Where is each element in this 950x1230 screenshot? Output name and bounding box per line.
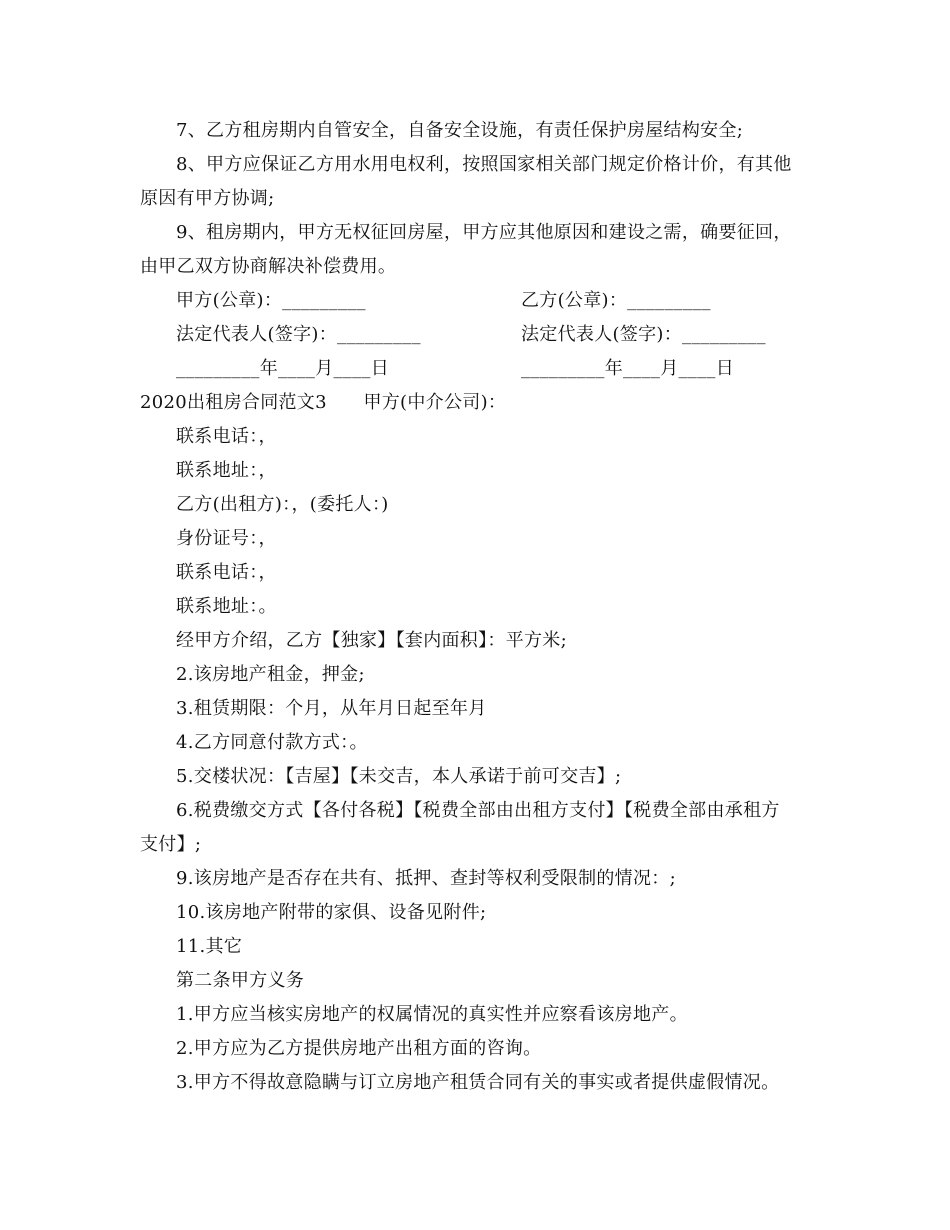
body-line: 联系地址：。	[176, 596, 277, 617]
body-line: 联系地址：，	[176, 460, 277, 481]
body-line: 2.甲方应为乙方提供房地产出租方面的咨询。	[176, 1038, 542, 1059]
body-line: 经甲方介绍，乙方【独家】【套内面积】：平方米;	[176, 630, 567, 651]
body-line: 第二条甲方义务	[176, 970, 305, 991]
body-line: 1.甲方应当核实房地产的权属情况的真实性并应察看该房地产。	[176, 1004, 688, 1025]
clause-9: 9、租房期内，甲方无权征回房屋，甲方应其他原因和建设之需，确要征回，	[176, 222, 792, 243]
party-a-date: _________年____月____日	[176, 358, 389, 379]
party-b-representative: 法定代表人(签字)：_________	[521, 324, 766, 345]
body-line: 身份证号：，	[176, 528, 277, 549]
body-line: 乙方(出租方)：，(委托人：)	[176, 494, 389, 515]
body-line: 支付】;	[140, 834, 202, 855]
body-line: 9.该房地产是否存在共有、抵押、查封等权利受限制的情况：;	[176, 868, 676, 889]
clause-7: 7、乙方租房期内自管安全，自备安全设施，有责任保护房屋结构安全;	[176, 120, 744, 141]
body-line: 5.交楼状况：【吉屋】【未交吉，本人承诺于前可交吉】;	[176, 766, 622, 787]
clause-8-continued: 原因有甲方协调;	[140, 188, 275, 209]
party-a-representative: 法定代表人(签字)：_________	[176, 324, 421, 345]
body-line: 10.该房地产附带的家俱、设备见附件;	[176, 902, 487, 923]
body-line: 3.甲方不得故意隐瞒与订立房地产租赁合同有关的事实或者提供虚假情况。	[176, 1072, 780, 1093]
clause-8: 8、甲方应保证乙方用水用电权利，按照国家相关部门规定价格计价，有其他	[176, 154, 792, 175]
body-line: 11.其它	[176, 936, 243, 957]
party-a-seal: 甲方(公章)：_________	[176, 290, 366, 311]
body-line: 3.租赁期限：个月，从年月日起至年月	[176, 698, 487, 719]
party-b-seal: 乙方(公章)：_________	[521, 290, 711, 311]
body-line: 6.税费缴交方式【各付各税】【税费全部由出租方支付】【税费全部由承租方	[176, 800, 780, 821]
body-line: 联系电话：，	[176, 426, 277, 447]
body-line: 2.该房地产租金，押金;	[176, 664, 365, 685]
body-line: 联系电话：，	[176, 562, 277, 583]
party-b-date: _________年____月____日	[521, 358, 734, 379]
clause-9-continued: 由甲乙双方协商解决补偿费用。	[140, 256, 397, 277]
section-title: 2020出租房合同范文3 甲方(中介公司)：	[140, 392, 507, 413]
body-line: 4.乙方同意付款方式：。	[176, 732, 368, 753]
